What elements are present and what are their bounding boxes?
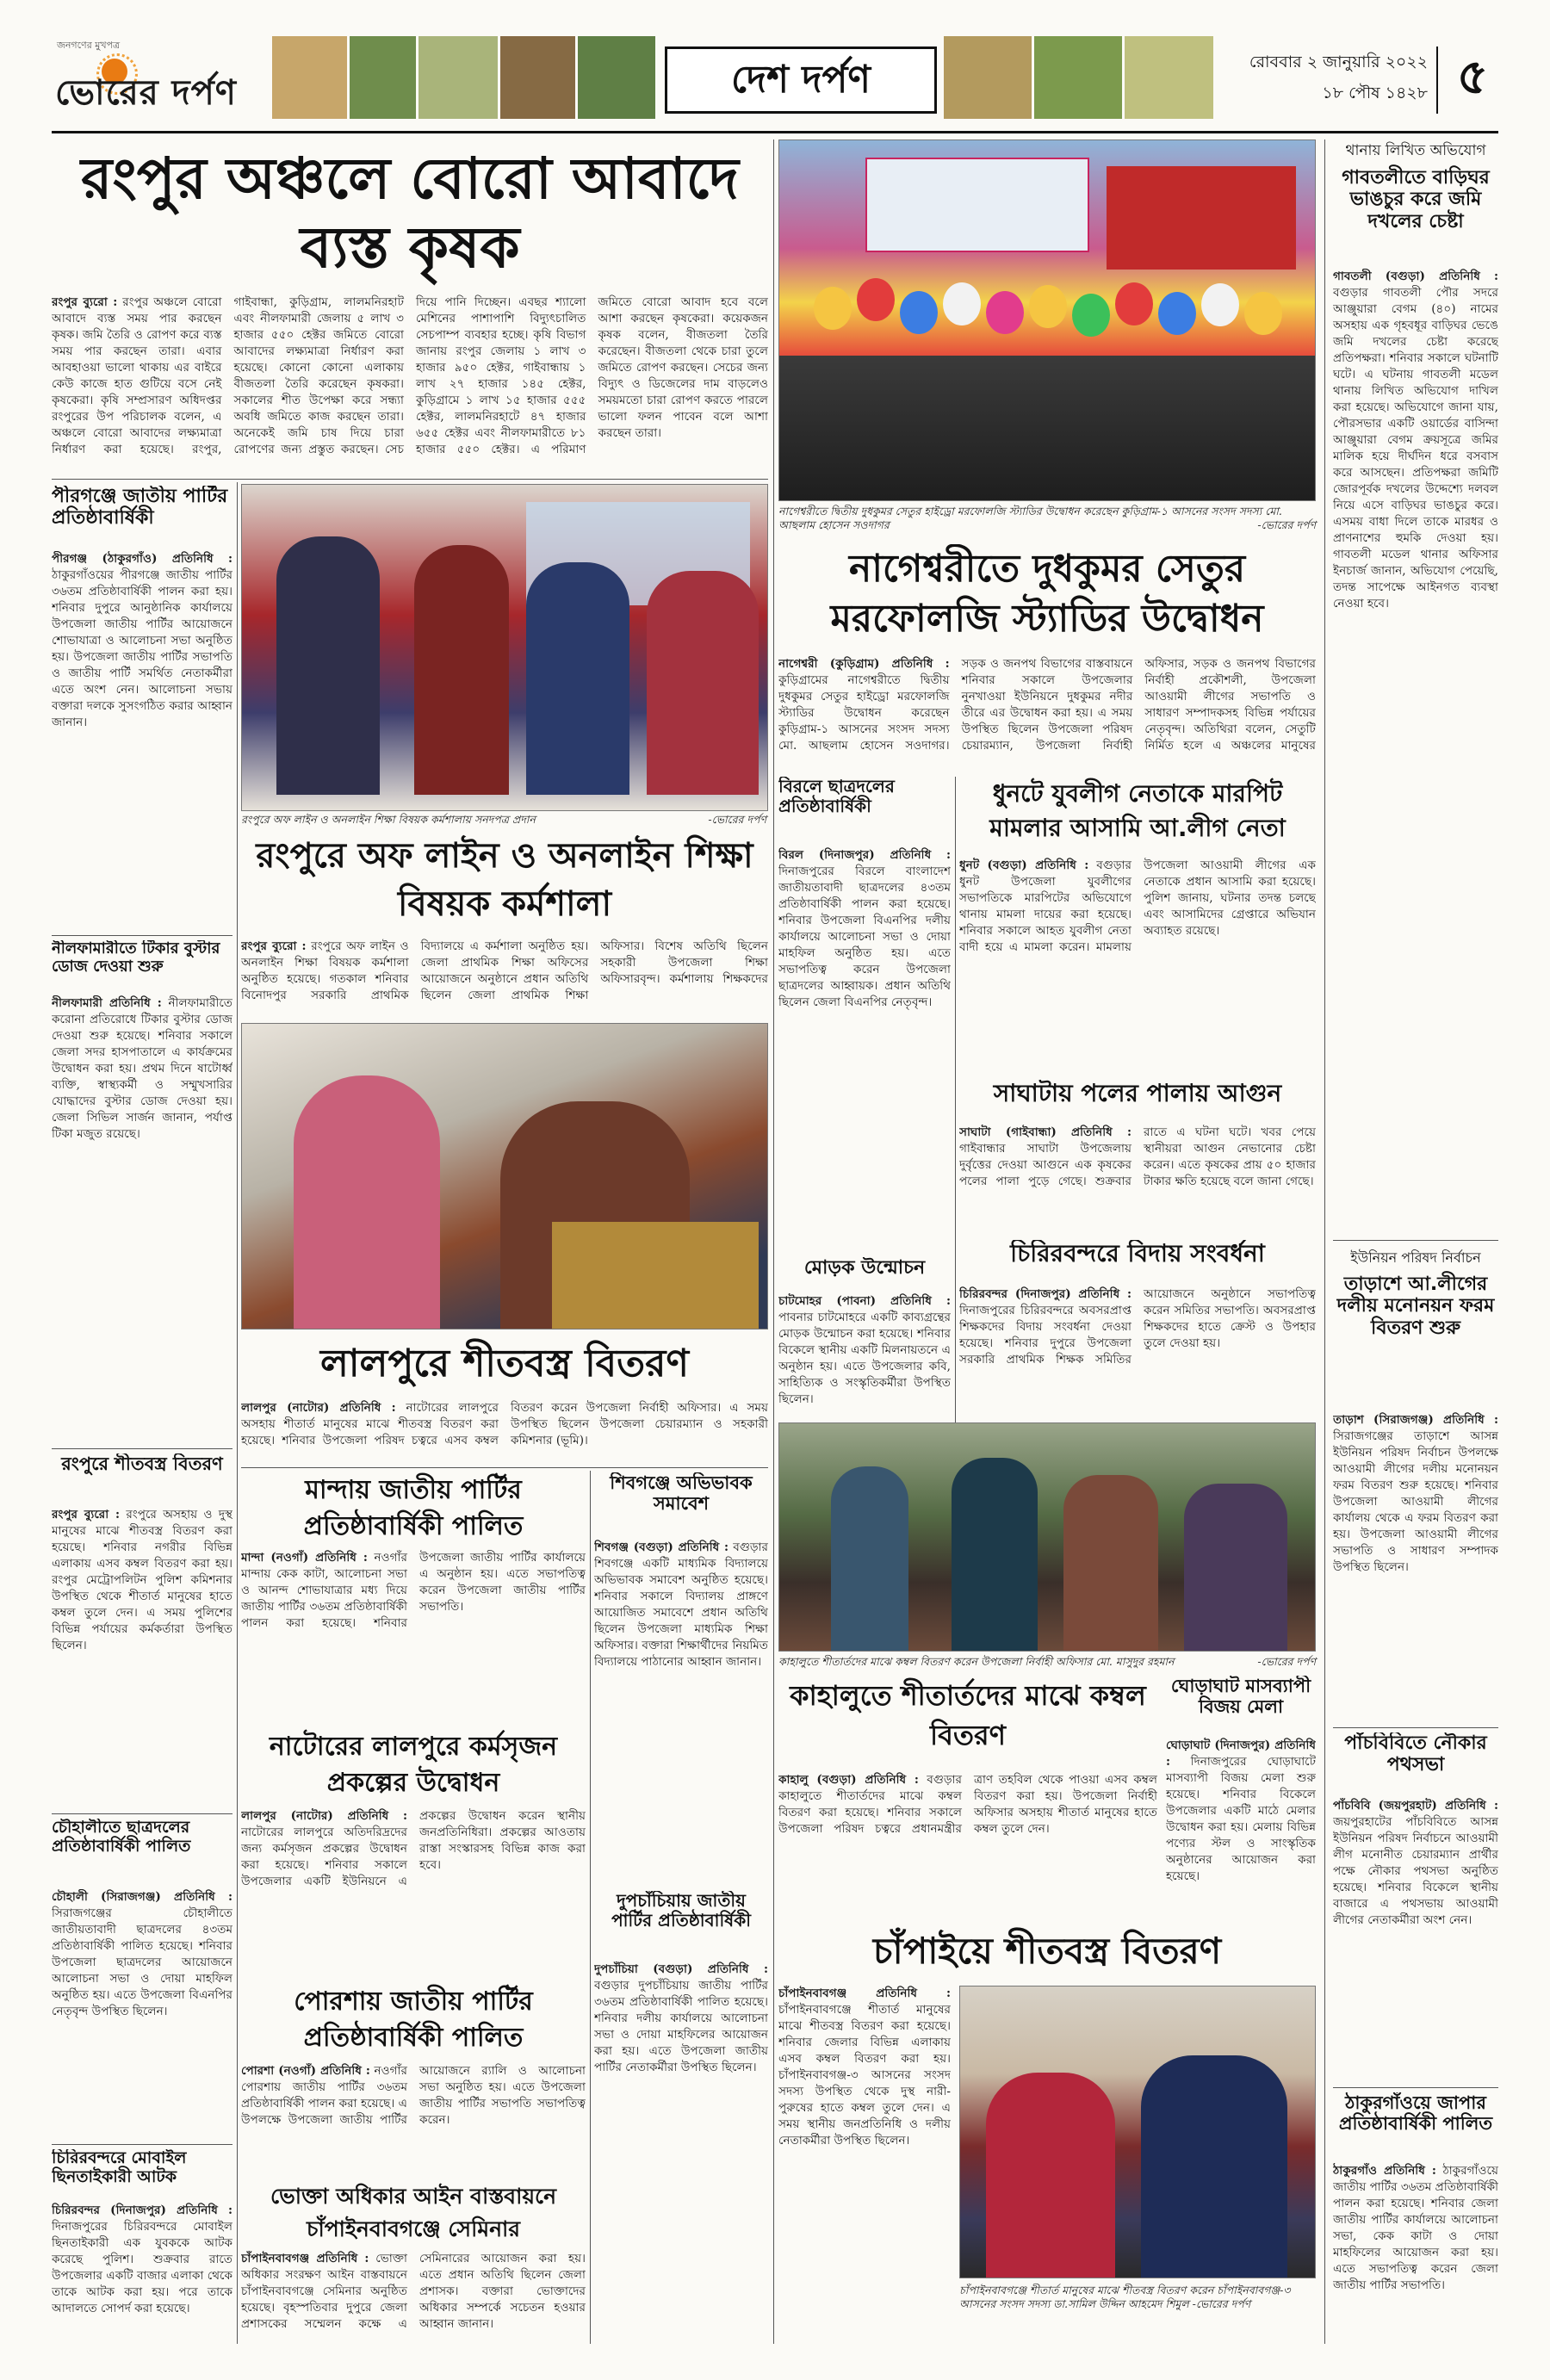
masthead: [52, 34, 1498, 133]
headline-kahalu: কাহালুতে শীতার্তদের মাঝে কম্বল বিতরণ: [790, 1679, 1146, 1751]
headline-farewell: চিরিরবন্দরে বিদায় সংবর্ধনা: [1010, 1240, 1265, 1267]
headline-panchbibi: পাঁচবিবিতে নৌকার পথসভা: [1344, 1732, 1487, 1776]
headline-biral: বিরলে ছাত্রদলের প্রতিষ্ঠাবার্ষিকী: [778, 777, 895, 816]
story-boro: [52, 294, 768, 472]
headline-chauhali: চৌহালীতে ছাত্রদলের প্রতিষ্ঠাবার্ষিকী পালিত: [52, 1819, 191, 1856]
story-farewell: চিরিরবন্দর (দিনাজপুর) প্রতিনিধি : দিনাজপুরের চিরিরবন্দরে অবসরপ্রাপ্ত শিক্ষকদের বিদায় সংবর্ধনা দেওয়া হয়েছে। শনিবার দুপুরে উপজেলা সরকারি প্রাথমিক শিক্ষক সমিতির আয়োজনে অনুষ্ঠানে সভাপতিত্ব করেন সমিতির সভাপতি। অবসরপ্রাপ্ত শিক্ষকদের হাতে ক্রেস্ট ও উপহার তুলে দেওয়া হয়।: [959, 1287, 1316, 1367]
headline-gabtali: থানায় লিখিত অভিযোগ গাবতলীতে বাড়িঘর ভাঙচুর করে জমি দখলের চেষ্টা: [1342, 142, 1490, 232]
story-panchbibi: পাঁচবিবি (জয়পুরহাট) প্রতিনিধি : জয়পুরহাটের পাঁচবিবিতে আসন্ন ইউনিয়ন পরিষদ নির্বাচনে আওয়ামী লীগ মনোনীত চেয়ারম্যান প্রার্থীর পক্ষে নৌকার পথসভা অনুষ্ঠিত হয়েছে। শনিবার বিকেলে স্থানীয় বাজারে এ পথসভায় আওয়ামী লীগের নেতাকর্মীরা অংশ নেন।: [1333, 1799, 1498, 1927]
headline-saghata: সাঘাটায় পলের পালায় আগুন: [993, 1080, 1282, 1107]
headline-chapai-blanket: চাঁপাইয়ে শীতবস্ত্র বিতরণ: [872, 1930, 1222, 1972]
headline-pirganj: পীরগঞ্জে জাতীয় পার্টির প্রতিষ্ঠাবার্ষিকী: [52, 486, 228, 530]
photo-chapai-blanket: [959, 1986, 1316, 2278]
headline-ghoraghat: ঘোড়াঘাট মাসব্যাপী বিজয় মেলা: [1170, 1676, 1311, 1718]
date-bangla: ১৮ পৌষ ১৪২৮: [1322, 84, 1428, 102]
photo-caption-kahalu: কাহালুতে শীতার্তদের মাঝে কম্বল বিতরণ করেন উপজেলা নির্বাহী অফিসার মো. মাসুদুর রহমান -ভোরের দর্পণ: [778, 1655, 1316, 1668]
story-chapai-blanket: চাঁপাইনবাবগঞ্জ প্রতিনিধি : চাঁপাইনবাবগঞ্জে শীতার্ত মানুষের মাঝে শীতবস্ত্র বিতরণ করা হয়েছে। শনিবার জেলার বিভিন্ন এলাকায় এসব কম্বল বিতরণ করা হয়। চাঁপাইনবাবগঞ্জ-৩ আসনের সংসদ সদস্য উপস্থিত থেকে দুস্থ নারী-পুরুষের হাতে কম্বল তুলে দেন। এ সময় স্থানীয় জনপ্রতিনিধি ও দলীয় নেতাকর্মীরা উপস্থিত ছিলেন।: [778, 1986, 951, 2148]
photo-workshop-award: [241, 484, 768, 811]
story-gabtali: গাবতলী (বগুড়া) প্রতিনিধি : বগুড়ার গাবতলী পৌর সদরে আঞ্জুয়ারা বেগম (৪০) নামের অসহায় এক গৃহবধূর বাড়িঘর ভেঙে জমি দখলের চেষ্টা করেছে প্রতিপক্ষরা। শনিবার সকালে ঘটনাটি ঘটে। এ ঘটনায় গাবতলী মডেল থানায় লিখিত অভিযোগ দাখিল করা হয়েছে। অভিযোগে জানা যায়, পৌরসভার একটি ওয়ার্ডের বাসিন্দা আঞ্জুয়ারা বেগম ক্রয়সূত্রে জমির মালিক হয়ে দীর্ঘদিন ধরে বসবাস করে আসছেন। প্রতিপক্ষরা জমিটি জোরপূর্বক দখলের উদ্দেশ্যে দলবল নিয়ে এসে বাড়িঘর ভাঙচুর করে। এসময় বাধা দিলে তাকে মারধর ও প্রাণনাশের হুমকি দেওয়া হয়। গাবতলী মডেল থানার অফিসার ইনচার্জ জানান, অভিযোগ পেয়েছি, তদন্ত সাপেক্ষে আইনগত ব্যবস্থা নেওয়া হবে।: [1333, 270, 1498, 610]
page-number: ৫: [1456, 49, 1489, 105]
headline-boro: [52, 145, 768, 291]
story-rangpur-blanket: রংপুর ব্যুরো : রংপুরে অসহায় ও দুস্থ মানুষের মাঝে শীতবস্ত্র বিতরণ করা হয়েছে। শনিবার নগরীর বিভিন্ন এলাকায় এসব কম্বল বিতরণ করা হয়। রংপুর মেট্রোপলিটন পুলিশ কমিশনার উপস্থিত থেকে শীতার্ত মানুষের হাতে কম্বল তুলে দেন। এ সময় পুলিশের বিভিন্ন পর্যায়ের কর্মকর্তারা উপস্থিত ছিলেন।: [52, 1508, 232, 1652]
story-byline: রংপুর ব্যুরো :: [52, 295, 118, 309]
story-nilphamari: নীলফামারী প্রতিনিধি : নীলফামারীতে করোনা প্রতিরোধে টিকার বুস্টার ডোজ দেওয়া শুরু হয়েছে। শনিবার সকালে জেলা সদর হাসপাতালে এ কার্যক্রমের উদ্বোধন করা হয়। প্রথম দিনে ষাটোর্ধ্ব ব্যক্তি, স্বাস্থ্যকর্মী ও সম্মুখসারির যোদ্ধাদের বুস্টার ডোজ দেওয়া হয়। জেলা সিভিল সার্জন জানান, পর্যাপ্ত টিকা মজুত রয়েছে।: [52, 996, 232, 1141]
headline-tarash: ইউনিয়ন পরিষদ নির্বাচন তাড়াশে আ.লীগের দলীয় মনোনয়ন ফরম বিতরণ শুরু: [1336, 1249, 1495, 1339]
section-title: দেশ দর্পণ: [665, 46, 937, 114]
story-chirirbandar-mobile: চিরিরবন্দর (দিনাজপুর) প্রতিনিধি : দিনাজপুরের চিরিরবন্দরে মোবাইল ছিনতাইকারী এক যুবককে আটক করেছে পুলিশ। শুক্রবার রাতে উপজেলার একটি বাজার এলাকা থেকে তাকে আটক করা হয়। পরে তাকে আদালতে সোপর্দ করা হয়েছে।: [52, 2203, 232, 2315]
story-saghata: সাঘাটা (গাইবান্ধা) প্রতিনিধি : গাইবান্ধার সাঘাটা উপজেলায় দুর্বৃত্তের দেওয়া আগুনে এক কৃষকের পলের পালা পুড়ে গেছে। শুক্রবার রাতে এ ঘটনা ঘটে। খবর পেয়ে স্থানীয়রা আগুন নেভানোর চেষ্টা করেন। এতে কৃষকের প্রায় ৫০ হাজার টাকার ক্ষতি হয়েছে বলে জানা গেছে।: [959, 1125, 1316, 1188]
headline-dhunat: ধুনটে যুবলীগ নেতাকে মারপিট মামলার আসামি আ.লীগ নেতা: [989, 779, 1286, 842]
headline-mourok: মোড়ক উন্মোচন: [803, 1257, 926, 1279]
story-mandra: মান্দা (নওগাঁ) প্রতিনিধি : নওগাঁর মান্দায় কেক কাটা, আলোচনা সভা ও আনন্দ শোভাযাত্রার মধ্য দিয়ে জাতীয় পার্টির ৩৬তম প্রতিষ্ঠাবার্ষিকী পালন করা হয়েছে। শনিবার উপজেলা জাতীয় পার্টির কার্যালয়ে এ অনুষ্ঠান হয়। এতে সভাপতিত্ব করেন উপজেলা জাতীয় পার্টির সভাপতি।: [241, 1551, 586, 1630]
headline-lalpur-blanket: লালপুরে শীতবস্ত্র বিতরণ: [319, 1342, 689, 1385]
headline-natore-project: নাটোরের লালপুরে কর্মসৃজন প্রকল্পের উদ্বোধন: [269, 1732, 558, 1798]
headline-mandra: মান্দায় জাতীয় পার্টির প্রতিষ্ঠাবার্ষিকী পালিত: [303, 1475, 524, 1541]
photo-caption-chapai: চাঁপাইনবাবগঞ্জে শীতার্ত মানুষের মাঝে শীতবস্ত্র বিতরণ করেন চাঁপাইনবাবগঞ্জ-৩ আসনের সংসদ সদস্য ডা.সামিল উদ্দিন আহমেদ শিমুল -ভোরের দর্পণ: [959, 2284, 1291, 2310]
story-consumer: চাঁপাইনবাবগঞ্জ প্রতিনিধি : ভোক্তা অধিকার সংরক্ষণ আইন বাস্তবায়নে চাঁপাইনবাবগঞ্জে সেমিনার অনুষ্ঠিত হয়েছে। বৃহস্পতিবার দুপুরে জেলা প্রশাসকের সম্মেলন কক্ষে এ সেমিনারের আয়োজন করা হয়। এতে প্রধান অতিথি ছিলেন জেলা প্রশাসক। বক্তারা ভোক্তাদের অধিকার সম্পর্কে সচেতন হওয়ার আহ্বান জানান।: [241, 2252, 586, 2331]
story-mourok: চাটমোহর (পাবনা) প্রতিনিধি : পাবনার চাটমোহরে একটি কাব্যগ্রন্থের মোড়ক উন্মোচন করা হয়েছে। শনিবার বিকেলে স্থানীয় একটি মিলনায়তনে এ অনুষ্ঠান হয়। এতে উপজেলার কবি, সাহিত্যিক ও সংস্কৃতিকর্মীরা উপস্থিত ছিলেন।: [778, 1294, 951, 1406]
photo-credit: -ভোরের দর্পণ: [708, 813, 766, 826]
headline-nilphamari: নীলফামারীতে টিকার বুস্টার ডোজ দেওয়া শুরু: [52, 940, 220, 976]
photo-caption-workshop: রংপুরে অফ লাইন ও অনলাইন শিক্ষা বিষয়ক কর্মশালায় সনদপত্র প্রদান: [241, 813, 536, 826]
photo-nageshwari-event: [778, 139, 1316, 501]
brand-name: ভোরের দর্পণ: [55, 73, 237, 113]
date-box: [1223, 46, 1438, 114]
headline-dupchanchia: দুপচাঁচিয়ায় জাতীয় পার্টির প্রতিষ্ঠাবার্ষিকী: [611, 1891, 751, 1931]
story-shibganj: শিবগঞ্জ (বগুড়া) প্রতিনিধি : বগুড়ার শিবগঞ্জে একটি মাধ্যমিক বিদ্যালয়ে অভিভাবক সমাবেশ অনুষ্ঠিত হয়েছে। শনিবার সকালে বিদ্যালয় প্রাঙ্গণে আয়োজিত সমাবেশে প্রধান অতিথি ছিলেন উপজেলা মাধ্যমিক শিক্ষা অফিসার। বক্তারা শিক্ষার্থীদের নিয়মিত বিদ্যালয়ে পাঠানোর আহ্বান জানান।: [594, 1540, 768, 1669]
headline-chirirbandar-mobile: চিরিরবন্দরে মোবাইল ছিনতাইকারী আটক: [52, 2149, 187, 2186]
story-nageshwari: নাগেশ্বরী (কুড়িগ্রাম) প্রতিনিধি : কুড়িগ্রামের নাগেশ্বরীতে দ্বিতীয় দুধকুমর সেতুর হাইড্রো মরফোলজি স্ট্যাডির উদ্বোধন করেছেন কুড়িগ্রাম-১ আসনের সংসদ সদস্য মো. আছলাম হোসেন সওদাগর। সড়ক ও জনপথ বিভাগের বাস্তবায়নে শনিবার সকালে উপজেলার নুনখাওয়া ইউনিয়নে দুধকুমর নদীর তীরে এর উদ্বোধন করা হয়। এ সময় উপস্থিত ছিলেন উপজেলা পরিষদ চেয়ারম্যান, উপজেলা নির্বাহী অফিসার, সড়ক ও জনপথ বিভাগের নির্বাহী প্রকৌশলী, উপজেলা আওয়ামী লীগের সভাপতি ও সাধারণ সম্পাদকসহ বিভিন্ন পর্যায়ের নেতৃবৃন্দ। অতিথিরা বলেন, সেতুটি নির্মিত হলে এ অঞ্চলের মানুষের: [778, 657, 1316, 753]
story-ghoraghat: ঘোড়াঘাট (দিনাজপুর) প্রতিনিধি : দিনাজপুরের ঘোড়াঘাটে মাসব্যাপী বিজয় মেলা শুরু হয়েছে। শনিবার বিকেলে উপজেলার একটি মাঠে মেলার উদ্বোধন করা হয়। মেলায় বিভিন্ন পণ্যের স্টল ও সাংস্কৃতিক অনুষ্ঠানের আয়োজন করা হয়েছে।: [1166, 1739, 1316, 1883]
headline-consumer: ভোক্তা অধিকার আইন বাস্তবায়নে চাঁপাইনবাবগঞ্জে সেমিনার: [270, 2184, 557, 2241]
masthead-photo-strip-left: [272, 36, 658, 119]
story-tarash: তাড়াশ (সিরাজগঞ্জ) প্রতিনিধি : সিরাজগঞ্জের তাড়াশে আসন্ন ইউনিয়ন পরিষদ নির্বাচন উপলক্ষে আওয়ামী লীগের দলীয় মনোনয়ন ফরম বিতরণ শুরু হয়েছে। শনিবার উপজেলা আওয়ামী লীগের কার্যালয় থেকে এ ফরম বিতরণ করা হয়। উপজেলা আওয়ামী লীগের সভাপতি ও সাধারণ সম্পাদক উপস্থিত ছিলেন।: [1333, 1413, 1498, 1574]
headline-thakurgaon: ঠাকুরগাঁওয়ে জাপার প্রতিষ্ঠাবার্ষিকী পালিত: [1338, 2092, 1493, 2135]
headline-nageshwari: নাগেশ্বরীতে দুধকুমর সেতুর মরফোলজি স্ট্যাডির উদ্বোধন: [830, 547, 1264, 641]
story-headline: রংপুর অঞ্চলে বোরো আবাদে ব্যস্ত কৃষক: [81, 146, 739, 281]
story-dupchanchia: দুপচাঁচিয়া (বগুড়া) প্রতিনিধি : বগুড়ার দুপচাঁচিয়ায় জাতীয় পার্টির ৩৬তম প্রতিষ্ঠাবার্ষিকী পালিত হয়েছে। শনিবার দলীয় কার্যালয়ে আলোচনা সভা ও দোয়া মাহফিলের আয়োজন করা হয়। এতে উপজেলা জাতীয় পার্টির নেতাকর্মীরা উপস্থিত ছিলেন।: [594, 1962, 768, 2074]
brand-logo: [52, 38, 267, 115]
story-porsha: পোরশা (নওগাঁ) প্রতিনিধি : নওগাঁর পোরশায় জাতীয় পার্টির ৩৬তম প্রতিষ্ঠাবার্ষিকী পালন করা হয়েছে। এ উপলক্ষে উপজেলা জাতীয় পার্টির আয়োজনে র‍্যালি ও আলোচনা সভা অনুষ্ঠিত হয়। এতে উপজেলা জাতীয় পার্টির সভাপতি সভাপতিত্ব করেন।: [241, 2064, 586, 2127]
photo-lalpur-blanket: [241, 1023, 768, 1329]
headline-shibganj: শিবগঞ্জে অভিভাবক সমাবেশ: [610, 1472, 753, 1515]
story-text: রংপুর অঞ্চলে বোরো আবাদে ব্যস্ত সময় পার করছেন কৃষক। জমি তৈরি ও রোপণ করে ব্যস্ত সময় পার করছেন তারা। এবার আবহাওয়া ভালো থাকায় এর বাইরে কেউ কাজে হাত গুটিয়ে বসে নেই কৃষকেরা। কৃষি সম্প্রসারণ অধিদপ্তর রংপুরের উপ পরিচালক বলেন, এ অঞ্চলে বোরো আবাদের লক্ষ্যমাত্রা নির্ধারণ করা হয়েছে। রংপুর, গাইবান্ধা, কুড়িগ্রাম, লালমনিরহাট এবং নীলফামারী জেলায় ৫ লাখ ৩ হাজার ৫৫০ হেক্টর জমিতে বোরো আবাদের লক্ষ্যমাত্রা নির্ধারণ করা হয়েছে। কোনো কোনো এলাকায় বীজতলা তৈরি করেছেন কৃষকরা। সকালের শীত উপেক্ষা করে সন্ধ্যা অবধি জমিতে কাজ করছেন তারা। অনেকেই জমি চাষ দিয়ে চারা রোপণের জন্য প্রস্তুত করছেন। সেচ দিয়ে পানি দিচ্ছেন। এবছর শ্যালো মেশিনের পাশাপাশি বিদ্যুৎচালিত সেচপাম্প ব্যবহার হচ্ছে। কৃষি বিভাগ জানায় রংপুর জেলায় ১ লাখ ৩ হাজার ৯৫০ হেক্টর, গাইবান্ধায় ১ লাখ ২৭ হাজার ১৪৫ হেক্টর, কুড়িগ্রামে ১ লাখ ১৫ হাজার ৫৫৫ হেক্টর, লালমনিরহাটে ৪৭ হাজার ৬৫৫ হেক্টর এবং নীলফামারীতে ৮১ হাজার ৫৫০ হেক্টর। এ পরিমাণ জমিতে বোরো আবাদ হবে বলে আশা করছেন কৃষকেরা। কয়েকজন কৃষক বলেন, বীজতলা তৈরি করেছেন। বীজতলা থেকে চারা তুলে জমিতে রোপণ করছেন। সেচের জন্য বিদ্যুৎ ও ডিজেলের দাম বাড়লেও সময়মতো চারা রোপণ করতে পারলে ভালো ফলন পাবেন বলে আশা করছেন তারা।: [52, 295, 768, 456]
story-chauhali: চৌহালী (সিরাজগঞ্জ) প্রতিনিধি : সিরাজগঞ্জের চৌহালীতে জাতীয়তাবাদী ছাত্রদলের ৪৩তম প্রতিষ্ঠাবার্ষিকী পালিত হয়েছে। শনিবার উপজেলা ছাত্রদলের আয়োজনে আলোচনা সভা ও দোয়া মাহফিল অনুষ্ঠিত হয়। এতে উপজেলা বিএনপির নেতৃবৃন্দ উপস্থিত ছিলেন।: [52, 1890, 232, 2018]
photo-caption-nageshwari: নাগেশ্বরীতে দ্বিতীয় দুধকুমর সেতুর হাইড্রো মরফোলজি স্ট্যাডির উদ্বোধন করেছেন কুড়িগ্রাম-১ আসনের সংসদ সদস্য মো. আছলাম হোসেন সওদাগর -ভোরের দর্পণ: [778, 505, 1316, 531]
story-thakurgaon: ঠাকুরগাঁও প্রতিনিধি : ঠাকুরগাঁওয়ে জাতীয় পার্টির ৩৬তম প্রতিষ্ঠাবার্ষিকী পালন করা হয়েছে। শনিবার জেলা জাতীয় পার্টির কার্যালয়ে আলোচনা সভা, কেক কাটা ও দোয়া মাহফিলের আয়োজন করা হয়। এতে সভাপতিত্ব করেন জেলা জাতীয় পার্টির সভাপতি।: [1333, 2164, 1498, 2292]
story-biral: বিরল (দিনাজপুর) প্রতিনিধি : দিনাজপুরের বিরলে বাংলাদেশ জাতীয়তাবাদী ছাত্রদলের ৪৩তম প্রতিষ্ঠাবার্ষিকী পালন করা হয়েছে। শনিবার উপজেলা বিএনপির দলীয় কার্যালয়ে আলোচনা সভা ও দোয়া মাহফিল অনুষ্ঠিত হয়। এতে সভাপতিত্ব করেন উপজেলা ছাত্রদলের আহ্বায়ক। প্রধান অতিথি ছিলেন জেলা বিএনপির নেতৃবৃন্দ।: [778, 848, 951, 1009]
story-kahalu: কাহালু (বগুড়া) প্রতিনিধি : বগুড়ার কাহালুতে শীতার্তদের মাঝে কম্বল বিতরণ করা হয়েছে। শনিবার সকালে উপজেলা পরিষদ চত্বরে প্রধানমন্ত্রীর ত্রাণ তহবিল থেকে পাওয়া এসব কম্বল বিতরণ করা হয়। উপজেলা নির্বাহী অফিসার অসহায় শীতার্ত মানুষের হাতে কম্বল তুলে দেন।: [778, 1773, 1157, 1836]
date-gregorian: রোববার ২ জানুয়ারি ২০২২: [1249, 53, 1428, 71]
headline-porsha: পোরশায় জাতীয় পার্টির প্রতিষ্ঠাবার্ষিকী পালিত: [294, 1986, 533, 2053]
headline-workshop: রংপুরে অফ লাইন ও অনলাইন শিক্ষা বিষয়ক কর্মশালা: [256, 836, 753, 924]
story-pirganj: পীরগঞ্জ (ঠাকুরগাঁও) প্রতিনিধি : ঠাকুরগাঁওয়ের পীরগঞ্জে জাতীয় পার্টির ৩৬তম প্রতিষ্ঠাবার্ষিকী পালন করা হয়। শনিবার দুপুরে আনুষ্ঠানিক কার্যালয়ে উপজেলা জাতীয় পার্টির আয়োজনে শোভাযাত্রা ও আলোচনা সভা অনুষ্ঠিত হয়। উপজেলা জাতীয় পার্টির সভাপতি ও জাতীয় পার্টি সমর্থিত নেতাকর্মীরা এতে অংশ নেন। আলোচনা সভায় বক্তারা দলকে সুসংগঠিত করার আহ্বান জানান।: [52, 552, 232, 729]
photo-kahalu-blanket: [778, 1422, 1316, 1652]
brand-tagline: জনগণের মুখপত্র: [57, 40, 121, 51]
story-workshop: রংপুর ব্যুরো : রংপুরে অফ লাইন ও অনলাইন শিক্ষা বিষয়ক কর্মশালা অনুষ্ঠিত হয়েছে। গতকাল শনিবার বিনোদপুর সরকারি প্রাথমিক বিদ্যালয়ে এ কর্মশালা অনুষ্ঠিত হয়। জেলা প্রাথমিক শিক্ষা অফিসের আয়োজনে অনুষ্ঠানে প্রধান অতিথি ছিলেন জেলা প্রাথমিক শিক্ষা অফিসার। বিশেষ অতিথি ছিলেন সহকারী উপজেলা শিক্ষা অফিসারবৃন্দ। কর্মশালায় শিক্ষকদের: [241, 939, 768, 1002]
story-natore-project: লালপুর (নাটোর) প্রতিনিধি : নাটোরের লালপুরে অতিদরিদ্রদের জন্য কর্মসৃজন প্রকল্পের উদ্বোধন করা হয়েছে। শনিবার সকালে উপজেলার একটি ইউনিয়নে এ প্রকল্পের উদ্বোধন করেন স্থানীয় জনপ্রতিনিধিরা। প্রকল্পের আওতায় রাস্তা সংস্কারসহ বিভিন্ন কাজ করা হবে।: [241, 1809, 586, 1888]
headline-rangpur-blanket: রংপুরে শীতবস্ত্র বিতরণ: [61, 1453, 223, 1474]
story-dhunat: ধুনট (বগুড়া) প্রতিনিধি : বগুড়ার ধুনট উপজেলা যুবলীগের সভাপতিকে মারপিটের অভিযোগে থানায় মামলা দায়ের করা হয়েছে। শনিবার সকালে আহত যুবলীগ নেতা বাদী হয়ে এ মামলা করেন। মামলায় উপজেলা আওয়ামী লীগের এক নেতাকে প্রধান আসামি করা হয়েছে। পুলিশ জানায়, ঘটনার তদন্ত চলছে এবং আসামিদের গ্রেপ্তারে অভিযান অব্যাহত রয়েছে।: [959, 858, 1316, 954]
masthead-photo-strip-right: [944, 36, 1216, 119]
story-lalpur-blanket: লালপুর (নাটোর) প্রতিনিধি : নাটোরের লালপুরে অসহায় শীতার্ত মানুষের মাঝে শীতবস্ত্র বিতরণ করা হয়েছে। শনিবার উপজেলা পরিষদ চত্বরে এসব কম্বল বিতরণ করেন উপজেলা নির্বাহী অফিসার। এ সময় উপস্থিত ছিলেন উপজেলা চেয়ারম্যান ও সহকারী কমিশনার (ভূমি)।: [241, 1401, 768, 1447]
